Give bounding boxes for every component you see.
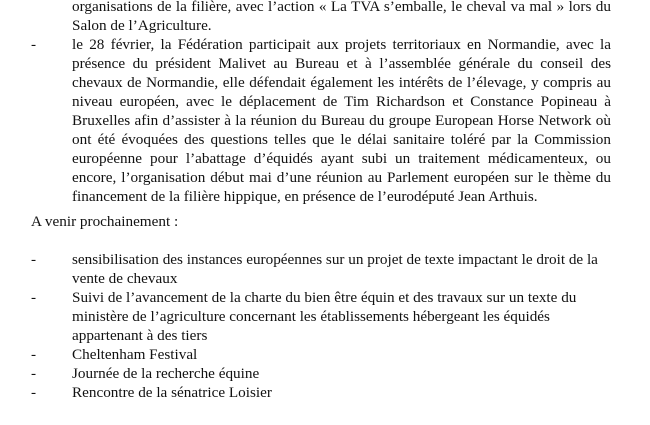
list-item-text: sensibilisation des instances européennes sur un projet de texte impactant le droit de la vente de chevaux (72, 251, 598, 287)
list-item (31, 383, 611, 402)
upcoming-list (31, 250, 611, 402)
list-item (31, 250, 611, 288)
section-heading: A venir prochainement : (31, 213, 179, 230)
list-bullet: - (31, 365, 37, 382)
list-item (31, 345, 611, 364)
list-item-text: le 28 février, la Fédération participait aux projets territoriaux en Normandie, avec la présence du président Malivet au Bureau et à l’assemblée générale du conseil des chevaux de Normandie, elle défendait également les intérêts de l’élevage, y compris au niveau européen, avec le déplacement de Tim Richardson et Constance Popineau à Bruxelles afin d’assister à la réunion du Bureau du groupe European Horse Network où ont été évoquées des questions telles que le délai sanitaire toléré par la Commission européenne pour l’abattage d’équidés ayant subi un traitement médicamenteux, ou encore, l’organisation début mai d’une réunion au Parlement européen sur le thème du financement de la filière hippique, en présence de l’eurodéputé Jean Arthuis. (72, 36, 611, 205)
list-bullet: - (31, 384, 37, 401)
list-item-text: Rencontre de la sénatrice Loisier (72, 384, 272, 401)
list-item-text: Suivi de l’avancement de la charte du bien être équin et des travaux sur un texte du ministère de l’agriculture concernant les établissements hébergeant les équidés appartenant à des tiers (72, 289, 577, 344)
list-item (31, 288, 611, 345)
list-item-text: organisations de la filière, avec l’action « La TVA s’emballe, le cheval va mal » lors du Salon de l’Agriculture. (72, 0, 611, 34)
list-item (31, 35, 611, 206)
list-bullet: - (31, 251, 37, 268)
list-item (31, 0, 611, 35)
list-item-text: Journée de la recherche équine (72, 365, 260, 382)
list-bullet: - (31, 346, 37, 363)
list-bullet: - (31, 289, 37, 306)
activities-list (31, 0, 611, 206)
list-item-text: Cheltenham Festival (72, 346, 198, 363)
list-item (31, 364, 611, 383)
list-bullet: - (31, 36, 37, 53)
